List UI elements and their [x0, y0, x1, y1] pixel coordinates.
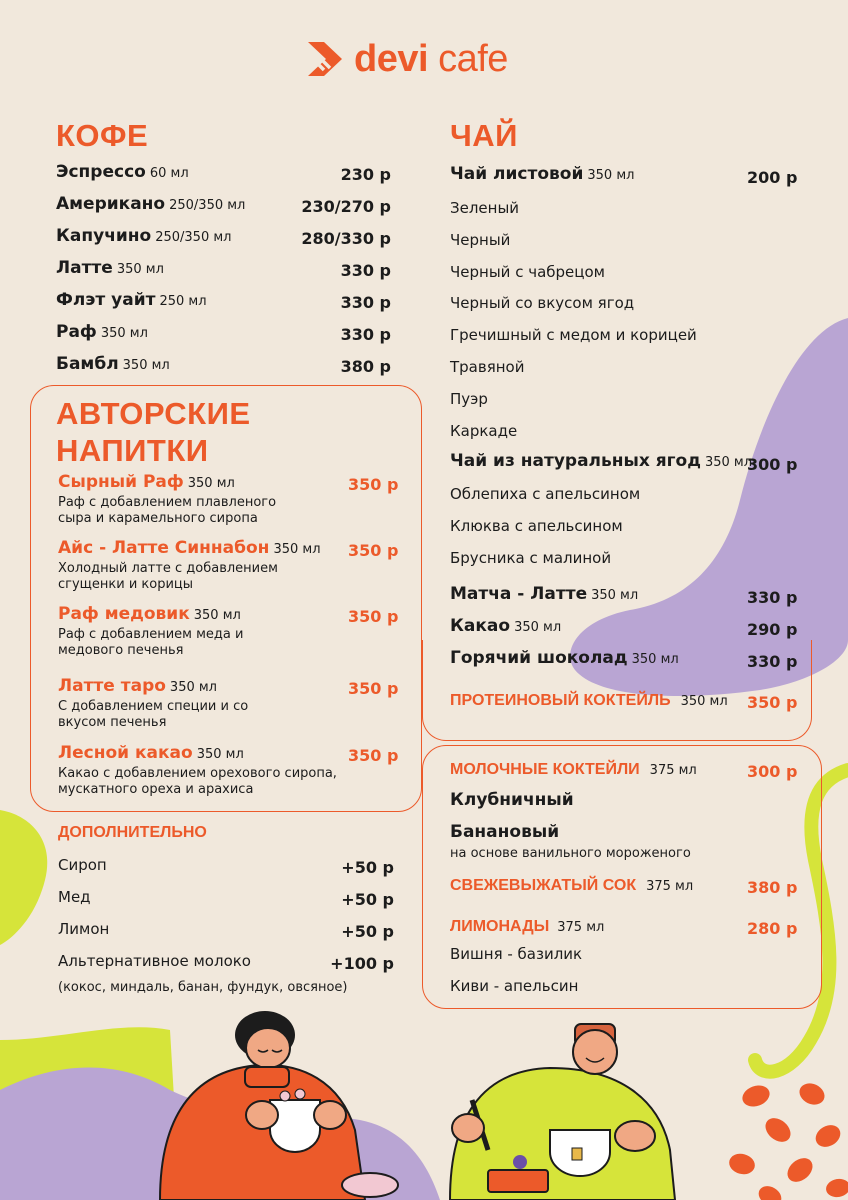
tea-other-name: Какао — [450, 616, 511, 636]
woman-with-cup — [160, 1011, 398, 1200]
extras-item-price: +50 р — [341, 890, 394, 909]
tea-other-item — [450, 584, 638, 608]
signature-item — [58, 743, 244, 767]
lemonade-kind: Киви - апельсин — [450, 977, 579, 995]
coffee-item-price: 330 р — [340, 261, 391, 280]
tea-other-name: Горячий шоколад — [450, 648, 628, 668]
tea-berry-row — [450, 451, 752, 475]
signature-item-name: Сырный Раф — [58, 472, 184, 492]
coffee-item-volume: 250/350 мл — [155, 230, 232, 245]
extras-item-name: Мед — [58, 888, 91, 906]
milkshakes-name: МОЛОЧНЫЕ КОКТЕЙЛИ — [450, 761, 640, 778]
tea-kind: Каркаде — [450, 421, 518, 440]
juice-row — [450, 877, 693, 901]
tea-kind: Черный со вкусом ягод — [450, 294, 635, 313]
extras-item-name: Лимон — [58, 920, 110, 938]
signature-item-name: Лесной какао — [58, 743, 193, 763]
milkshake-kind: Клубничный — [450, 790, 574, 810]
extras-item-price: +100 р — [330, 954, 394, 973]
coffee-item-name: Эспрессо — [56, 162, 146, 182]
coffee-item-name: Раф — [56, 322, 97, 342]
coffee-item — [56, 226, 231, 250]
signature-item-name: Айс - Латте Синнабон — [58, 538, 270, 558]
signature-item-price: 350 р — [348, 679, 399, 698]
tea-berry-volume: 350 мл — [704, 455, 753, 470]
signature-item-volume: 350 мл — [196, 747, 244, 762]
signature-item-name: Раф медовик — [58, 604, 190, 624]
tea-other-price: 330 р — [747, 652, 798, 671]
coffee-item-name: Капучино — [56, 226, 152, 246]
extras-title: ДОПОЛНИТЕЛЬНО — [58, 824, 207, 841]
coffee-item-name: Американо — [56, 194, 166, 214]
milkshakes-note: на основе ванильного мороженого — [450, 846, 691, 861]
coffee-item-price: 380 р — [340, 357, 391, 376]
tea-berry-kind: Клюква с апельсином — [450, 517, 623, 535]
lemonade-price: 280 р — [747, 919, 798, 938]
coffee-item — [56, 290, 207, 314]
protein-row — [450, 692, 728, 716]
signature-item-price: 350 р — [348, 607, 399, 626]
brand-logo — [306, 36, 508, 82]
coffee-item-price: 330 р — [340, 325, 391, 344]
signature-item-volume: 350 мл — [273, 542, 321, 557]
coffee-title: КОФЕ — [56, 118, 149, 153]
coffee-item-name: Бамбл — [56, 354, 119, 374]
man-with-tea — [450, 1024, 675, 1200]
signature-item-description: С добавлением специи и со вкусом печенья — [58, 699, 249, 730]
tea-kind: Пуэр — [450, 389, 488, 408]
coffee-item-volume: 60 мл — [149, 166, 189, 181]
tea-kind: Зеленый — [450, 199, 520, 217]
tea-kind: Травяной — [450, 358, 525, 376]
extras-item-price: +50 р — [341, 858, 394, 877]
signature-item-description: Какао с добавлением орехового сиропа, мускатного ореха и арахиса — [58, 766, 337, 797]
coffee-item-price: 280/330 р — [301, 229, 391, 248]
tea-other-volume: 350 мл — [514, 620, 562, 635]
lemonade-volume: 375 мл — [557, 920, 605, 935]
tea-other-volume: 350 мл — [631, 652, 679, 667]
lemonade-row — [450, 918, 604, 942]
signature-item — [58, 472, 235, 496]
signature-item-volume: 350 мл — [193, 608, 241, 623]
extras-item-price: +50 р — [341, 922, 394, 941]
lime-blob-left — [0, 810, 47, 945]
protein-name: ПРОТЕИНОВЫЙ КОКТЕЙЛЬ — [450, 692, 671, 709]
tea-frame — [422, 640, 812, 741]
coffee-item-volume: 250 мл — [159, 294, 207, 309]
extras-item-name: Сироп — [58, 856, 107, 874]
logo-mark-icon — [306, 40, 344, 78]
tea-title: ЧАЙ — [450, 118, 518, 153]
signature-item-name: Латте таро — [58, 676, 166, 696]
people-illustration — [150, 1010, 710, 1200]
signature-item-price: 350 р — [348, 475, 399, 494]
tea-other-price: 330 р — [747, 588, 798, 607]
coffee-item-name: Флэт уайт — [56, 290, 156, 310]
tea-kind: Черный — [450, 230, 511, 249]
coffee-item-volume: 250/350 мл — [169, 198, 246, 213]
signature-item — [58, 676, 217, 700]
milkshakes-row — [450, 761, 697, 785]
signature-item-price: 350 р — [348, 541, 399, 560]
coffee-beans — [727, 1079, 848, 1200]
signature-item-description: Раф с добавлением плавленого сыра и карамельного сиропа — [58, 495, 277, 526]
tea-other-price: 290 р — [747, 620, 798, 639]
signature-title: АВТОРСКИЕ НАПИТКИ — [56, 396, 251, 468]
coffee-item-volume: 350 мл — [122, 358, 170, 373]
tea-other-item — [450, 616, 561, 640]
signature-item-volume: 350 мл — [187, 476, 235, 491]
tea-leaf-volume: 350 мл — [587, 168, 635, 183]
tea-leaf-row — [450, 164, 634, 188]
coffee-item-price: 330 р — [340, 293, 391, 312]
signature-item — [58, 604, 241, 628]
coffee-item — [56, 162, 189, 186]
tea-kind: Черный с чабрецом — [450, 262, 605, 281]
juice-price: 380 р — [747, 878, 798, 897]
tea-berry-price: 300 р — [747, 455, 798, 474]
signature-item-volume: 350 мл — [169, 680, 217, 695]
coffee-item-volume: 350 мл — [100, 326, 148, 341]
tea-berry-kind: Брусника с малиной — [450, 549, 612, 567]
juice-volume: 375 мл — [646, 879, 694, 894]
protein-price: 350 р — [747, 693, 798, 712]
tea-other-volume: 350 мл — [591, 588, 639, 603]
coffee-item — [56, 322, 148, 346]
signature-item — [58, 538, 321, 562]
coffee-item — [56, 354, 170, 378]
tea-kind: Гречишный с медом и корицей — [450, 326, 697, 345]
extras-note: (кокос, миндаль, банан, фундук, овсяное) — [58, 980, 348, 995]
coffee-item — [56, 258, 164, 282]
signature-item-description: Холодный латте с добавлением сгущенки и корицы — [58, 561, 278, 592]
tea-berry-kind: Облепиха с апельсином — [450, 485, 641, 503]
milkshakes-price: 300 р — [747, 762, 798, 781]
protein-volume: 350 мл — [680, 694, 728, 709]
brand-wordmark: devi cafe — [354, 37, 508, 80]
milkshake-kind: Банановый — [450, 822, 560, 842]
tea-leaf-name: Чай листовой — [450, 164, 584, 184]
tea-leaf-price: 200 р — [747, 168, 798, 187]
milkshakes-volume: 375 мл — [649, 763, 697, 778]
juice-name: СВЕЖЕВЫЖАТЫЙ СОК — [450, 877, 637, 894]
coffee-item-price: 230 р — [340, 165, 391, 184]
signature-item-description: Раф с добавлением меда и медового печенья — [58, 627, 244, 658]
coffee-item-name: Латте — [56, 258, 113, 278]
lemonade-kind: Вишня - базилик — [450, 945, 583, 963]
signature-item-price: 350 р — [348, 746, 399, 765]
lemonade-name: ЛИМОНАДЫ — [450, 918, 550, 935]
coffee-item — [56, 194, 245, 218]
coffee-item-price: 230/270 р — [301, 197, 391, 216]
extras-item-name: Альтернативное молоко — [58, 952, 251, 970]
coffee-item-volume: 350 мл — [116, 262, 164, 277]
tea-other-name: Матча - Латте — [450, 584, 588, 604]
tea-berry-name: Чай из натуральных ягод — [450, 451, 701, 471]
